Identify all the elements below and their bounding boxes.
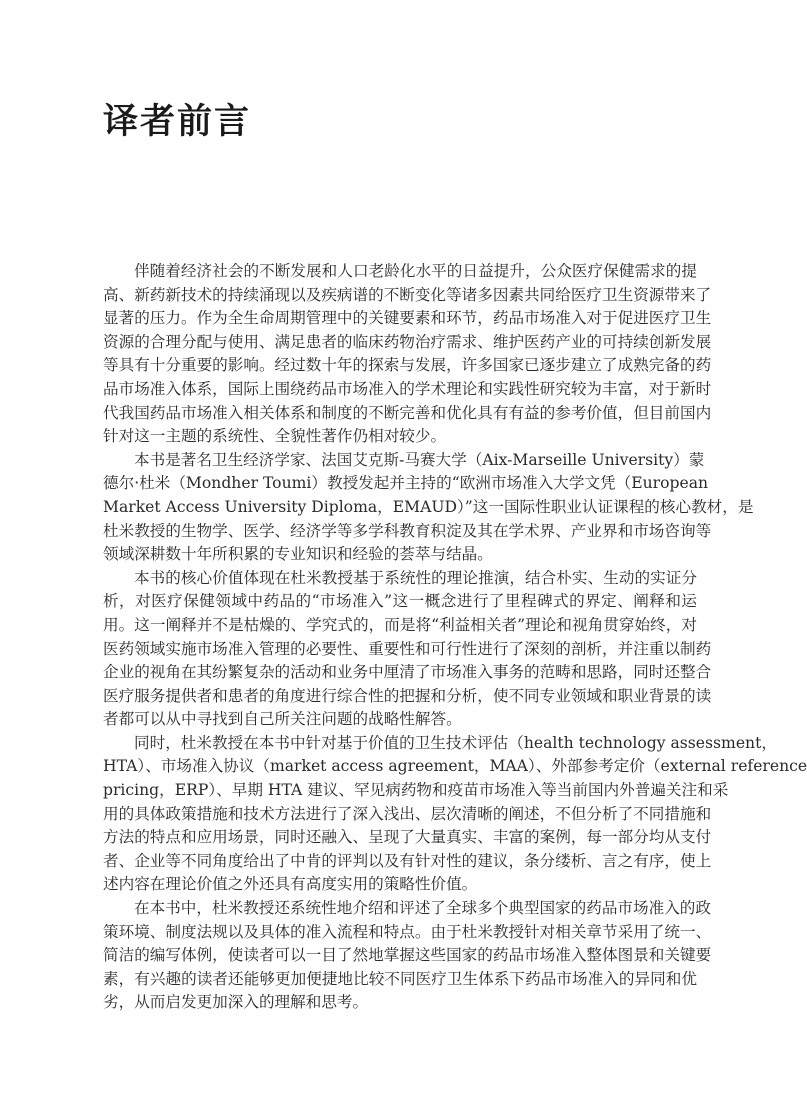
text-line: 方法的特点和应用场景，同时还融入、呈现了大量真实、丰富的案例，每一部分均从支付 [103,828,712,847]
text-line: 等具有十分重要的影响。经过数十年的探索与发展，许多国家已逐步建立了成熟完备的药 [103,356,712,375]
text-line: 用。这一阐释并不是枯燥的、学究式的，而是将“利益相关者”理论和视角贯穿始终，对 [103,615,697,634]
text-line: 德尔·杜米（Mondher Toumi）教授发起并主持的“欧洲市场准入大学文凭（European [103,474,709,493]
text-line: 显著的压力。作为全生命周期管理中的关键要素和环节，药品市场准入对于促进医疗卫生 [103,309,712,328]
text-line: 医疗服务提供者和患者的角度进行综合性的把握和分析，使不同专业领域和职业背景的读 [103,686,712,705]
text-line: 品市场准入体系，国际上围绕药品市场准入的学术理论和实践性研究较为丰富，对于新时 [103,379,712,398]
paragraph [103,260,712,449]
body-text [103,260,807,1015]
text-line: 素，有兴趣的读者还能够更加便捷地比较不同医疗卫生体系下药品市场准入的异同和优 [103,969,697,988]
text-line: 简洁的编写体例，使读者可以一目了然地掌握这些国家的药品市场准入整体图景和关键要 [103,946,712,965]
text-line: 劣，从而启发更加深入的理解和思考。 [103,993,369,1012]
text-line: 杜米教授的生物学、医学、经济学等多学科教育积淀及其在学术界、产业界和市场咨询等 [103,521,712,540]
text-line: 企业的视角在其纷繁复杂的活动和业务中厘清了市场准入事务的范畴和思路，同时还整合 [103,663,712,682]
text-line: 伴随着经济社会的不断发展和人口老龄化水平的日益提升，公众医疗保健需求的提 [134,262,697,280]
text-line: 本书的核心价值体现在杜米教授基于系统性的理论推演，结合朴实、生动的实证分 [134,568,697,587]
text-line: 述内容在理论价值之外还具有高度实用的策略性价值。 [103,875,478,894]
text-line: 者都可以从中寻找到自己所关注问题的战略性解答。 [103,710,462,729]
text-line: 同时，杜米教授在本书中针对基于价值的卫生技术评估（health technology assessment， [134,733,777,752]
text-line: 代我国药品市场准入相关体系和制度的不断完善和优化具有有益的参考价值，但目前国内 [103,403,712,422]
text-line: 资源的合理分配与使用、满足患者的临床药物治疗需求、维护医药产业的可持续创新发展 [103,332,712,351]
text-line: 高、新药新技术的持续涌现以及疾病谱的不断变化等诸多因素共同给医疗卫生资源带来了 [103,285,712,304]
text-line: 用的具体政策措施和技术方法进行了深入浅出、层次清晰的阐述，不但分析了不同措施和 [103,804,712,823]
text-line: HTA）、市场准入协议（market access agreement，MAA）、外部参考定价（external reference [103,757,807,776]
paragraph [103,897,712,1015]
text-line: 者、企业等不同角度给出了中肯的评判以及有针对性的建议，条分缕析、言之有序，使上 [103,851,712,870]
page-title: 译者前言 [103,102,252,142]
text-line: 本书是著名卫生经济学家、法国艾克斯-马赛大学（Aix-Marseille University）蒙 [134,450,705,469]
text-line: 策环境、制度法规以及具体的准入流程和特点。由于杜米教授针对相关章节采用了统一、 [103,922,712,941]
text-line: 在本书中，杜米教授还系统性地介绍和评述了全球多个典型国家的药品市场准入的政 [134,899,711,918]
paragraph [103,449,754,567]
text-line: 领域深耕数十年所积累的专业知识和经验的荟萃与结晶。 [103,545,493,564]
text-line: 析，对医疗保健领域中药品的“市场准入”这一概念进行了里程碑式的界定、阐释和运 [103,592,697,611]
paragraph [103,732,807,897]
text-line: pricing，ERP）、早期 HTA 建议、罕见病药物和疫苗市场准入等当前国内外普遍关注和采 [103,781,729,800]
text-line: 医药领域实施市场准入管理的必要性、重要性和可行性进行了深刻的剖析，并注重以制药 [103,639,712,658]
paragraph [103,567,712,732]
text-line: Market Access University Diploma，EMAUD）”这一国际性职业认证课程的核心教材，是 [103,497,754,516]
text-line: 针对这一主题的系统性、全貌性著作仍相对较少。 [103,427,447,446]
